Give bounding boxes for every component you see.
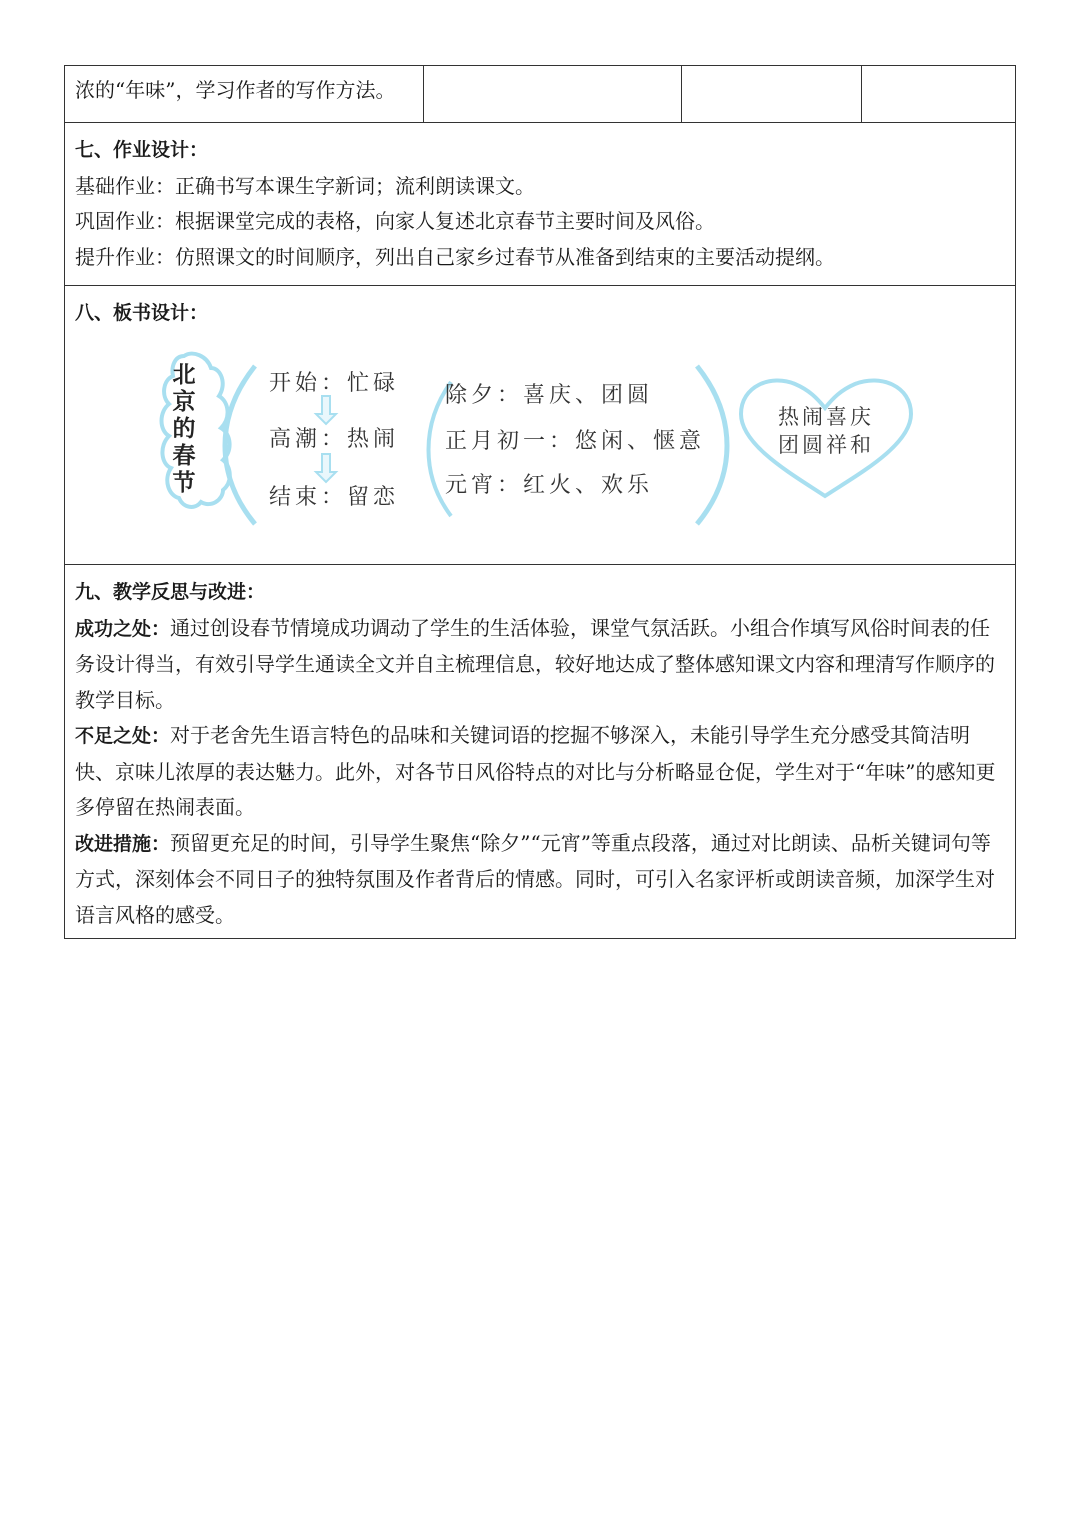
homework-section: [65, 123, 1015, 286]
heart-text-line: 团圆祥和: [778, 433, 874, 457]
reflection-paragraph: [75, 718, 1005, 826]
reflection-paragraph: [75, 611, 1005, 719]
down-arrow-icon: [316, 454, 336, 482]
homework-item: 巩固作业：根据课堂完成的表格，向家人复述北京春节主要时间及风俗。: [75, 209, 715, 233]
board-design-section: [65, 286, 1015, 565]
paragraph-label: 成功之处：: [75, 617, 171, 640]
homework-item: 提升作业：仿照课文的时间顺序，列出自己家乡过春节从准备到结束的主要活动提纲。: [75, 244, 835, 269]
board-title-char: 的: [172, 416, 196, 442]
day-new-years-eve: 除夕：喜庆、团圆: [445, 383, 654, 408]
paragraph-label: 不足之处：: [75, 725, 171, 747]
board-title-vertical: [169, 362, 199, 497]
reflection-section: [65, 565, 1015, 938]
paragraph-text: 通过创设春节情境成功调动了学生的生活体验，课堂气氛活跃。小组合作填写风俗时间表的任务设计得当，有效引导学生通读全文并自主梳理信息，较好地达成了整体感知课文内容和理清写作顺序的教学目标。: [75, 615, 995, 712]
reflection-heading: 九、教学反思与改进：: [75, 581, 266, 603]
heart-text-line: 热闹喜庆: [778, 405, 874, 429]
stage-start: 开始：忙碌: [269, 371, 400, 396]
board-heading: 八、板书设计：: [75, 302, 209, 324]
table-row-top: [65, 66, 1015, 123]
reflection-paragraph: [75, 826, 1005, 934]
board-title-char: 节: [172, 470, 196, 496]
day-first-day: 正月初一：悠闲、惬意: [445, 429, 706, 454]
homework-heading: 七、作业设计：: [75, 139, 209, 161]
homework-item: 基础作业：正确书写本课生字新词；流利朗读课文。: [75, 173, 535, 198]
empty-cell: [424, 66, 682, 122]
board-title-char: 京: [172, 389, 196, 415]
objective-text-cell: 浓的“年味”，学习作者的写作方法。: [65, 66, 424, 122]
board-title-char: 北: [172, 362, 196, 388]
stage-end: 结束：留恋: [269, 485, 400, 510]
paragraph-text: 预留更充足的时间，引导学生聚焦“除夕”“元宵”等重点段落，通过对比朗读、品析关键词句等方式，深刻体会不同日子的独特氛围及作者背后的情感。同时，可引入名家评析或朗读音频，加深学生对语言风格的感受。: [75, 830, 995, 927]
lesson-plan-table: [64, 65, 1016, 939]
paragraph-label: 改进措施：: [75, 832, 171, 855]
stage-climax: 高潮：热闹: [269, 427, 400, 452]
day-lantern-festival: 元宵：红火、欢乐: [445, 473, 654, 498]
empty-cell: [862, 66, 1015, 122]
empty-cell: [682, 66, 862, 122]
paragraph-text: 对于老舍先生语言特色的品味和关键词语的挖掘不够深入，未能引导学生充分感受其简洁明快、京味儿浓厚的表达魅力。此外，对各节日风俗特点的对比与分析略显仓促，学生对于“年味”的感知更多停留在热闹表面。: [75, 723, 996, 819]
board-title-char: 春: [172, 443, 196, 469]
